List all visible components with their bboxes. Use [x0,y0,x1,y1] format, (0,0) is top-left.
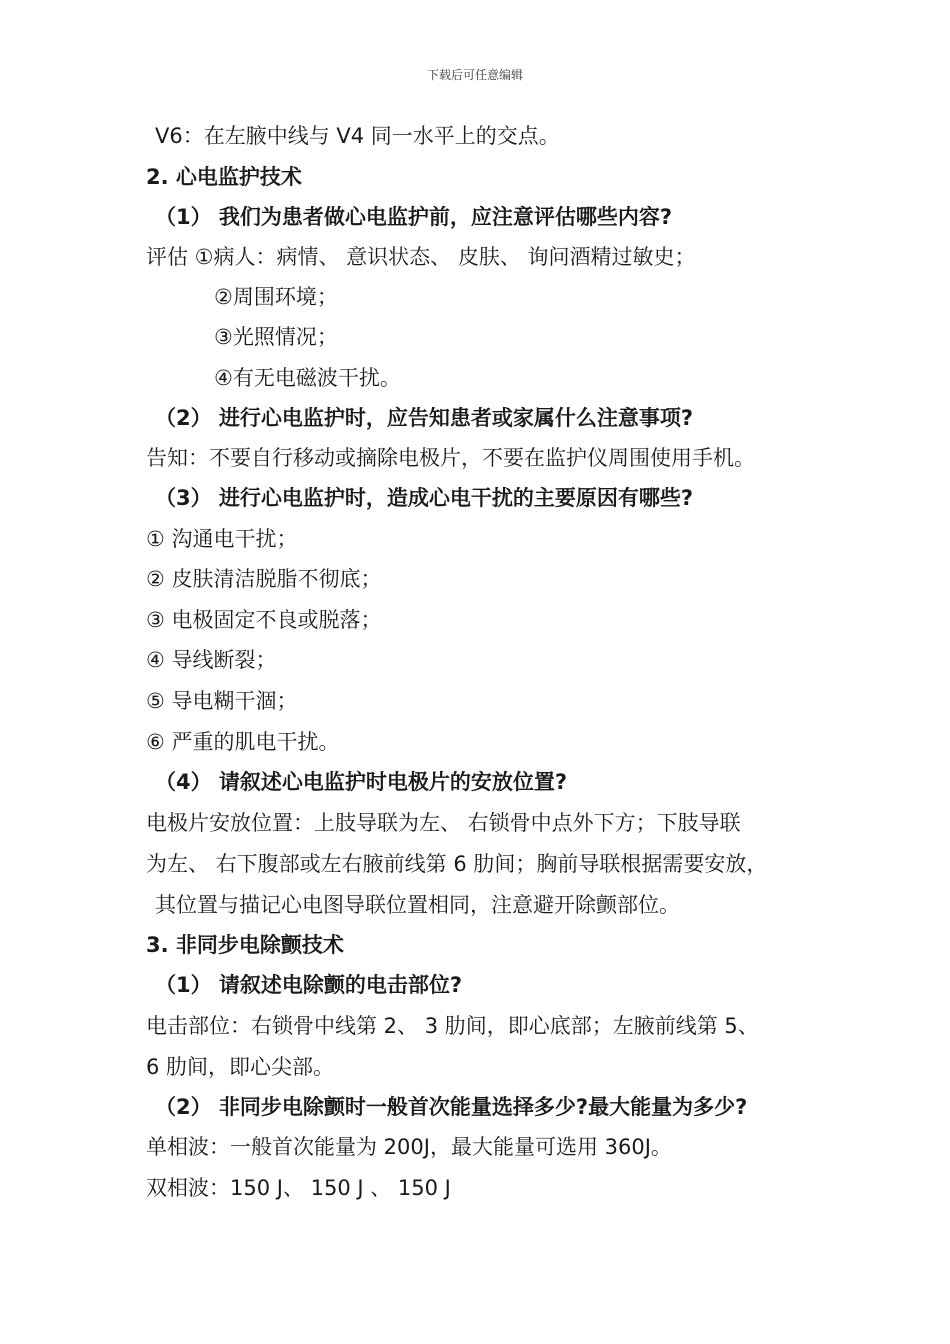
text-line-inform: 告知：不要自行移动或摘除电极片，不要在监护仪周围使用手机。 [146,446,755,470]
text-line-shock-site-2: 6 肋间，即心尖部。 [146,1055,335,1079]
text-line-biphasic: 双相波：150 J、 150 J 、 150 J [146,1176,451,1200]
section-heading-2: 2. 心电监护技术 [146,165,302,189]
text-line-shock-site-1: 电击部位：右锁骨中线第 2、 3 肋间，即心底部；左腋前线第 5、 [146,1014,759,1038]
section-heading-3: 3. 非同步电除颤技术 [146,933,344,957]
text-line-monophasic: 单相波：一般首次能量为 200J，最大能量可选用 360J。 [146,1135,672,1159]
question-heading-2: （2） 进行心电监护时，应告知患者或家属什么注意事项? [155,406,694,430]
question-heading-1: （1） 我们为患者做心电监护前，应注意评估哪些内容? [155,205,673,229]
question-heading-4: （4） 请叙述心电监护时电极片的安放位置? [155,770,568,794]
text-line-electrode-2: 为左、 右下腹部或左右腋前线第 6 肋间；胸前导联根据需要安放， [146,852,768,876]
text-line-assess: 评估 ①病人：病情、 意识状态、 皮肤、 询问酒精过敏史； [146,245,696,269]
text-line-v6: V6：在左腋中线与 V4 同一水平上的交点。 [155,124,560,148]
list-item-5: ⑤ 导电糊干涸； [146,689,298,713]
page-header: 下载后可任意编辑 [426,68,523,82]
list-item-4: ④ 导线断裂； [146,648,277,672]
text-line-lighting: ③光照情况； [214,325,338,349]
text-line-electrode-3: 其位置与描记心电图导联位置相同，注意避开除颤部位。 [155,893,680,917]
question-heading-5: （1） 请叙述电除颤的电击部位? [155,973,463,997]
list-item-1: ① 沟通电干扰； [146,527,298,551]
list-item-3: ③ 电极固定不良或脱落； [146,608,382,632]
text-line-em-interference: ④有无电磁波干扰。 [214,366,401,390]
list-item-6: ⑥ 严重的肌电干扰。 [146,730,340,754]
text-line-electrode-1: 电极片安放位置：上肢导联为左、 右锁骨中点外下方；下肢导联 [146,811,741,835]
list-item-2: ② 皮肤清洁脱脂不彻底； [146,567,382,591]
text-line-environment: ②周围环境； [214,285,338,309]
question-heading-6: （2） 非同步电除颤时一般首次能量选择多少?最大能量为多少? [155,1095,748,1119]
question-heading-3: （3） 进行心电监护时，造成心电干扰的主要原因有哪些? [155,486,694,510]
